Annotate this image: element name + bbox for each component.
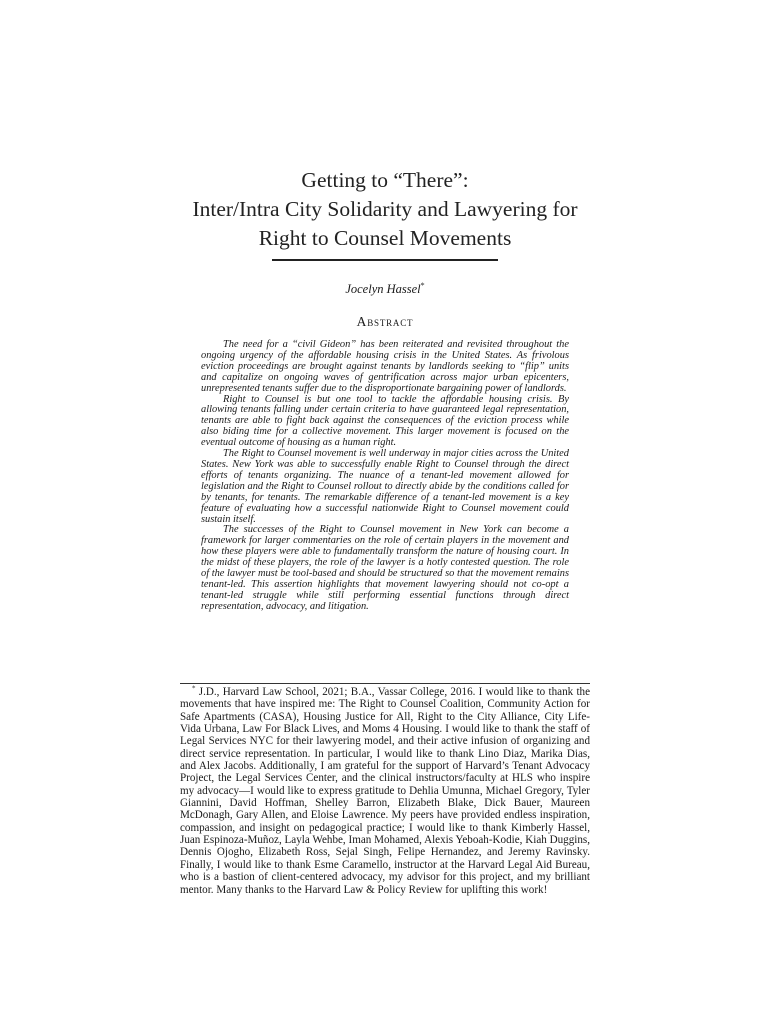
- author-footnote-mark: *: [420, 281, 425, 290]
- abstract-heading: Abstract: [356, 314, 414, 329]
- author-line: [150, 278, 620, 297]
- abstract-paragraph: Right to Counsel is but one tool to tackle the affordable housing crisis. By allowing tenants falling under certain criteria to have guaranteed legal representation, tenants are able to fight back against the consequences of the eviction process while also biding time for a collective movement. This larger movement is focused on the eventual outcome of housing as a human right.: [201, 393, 569, 449]
- abstract-paragraph: The need for a “civil Gideon” has been reiterated and revisited throughout the ongoing urgency of the affordable housing crisis in the United States. As frivolous eviction proceedings are brought against tenants by landlords seeking to “flip” units and capitalize on ongoing waves of gentrification across major urban epicenters, unrepresented tenants suffer due to the disproportionate bargaining power of landlords.: [201, 339, 569, 394]
- title-line-3: Right to Counsel Movements: [258, 226, 512, 250]
- title-line-1: Getting to “There”:: [301, 168, 469, 192]
- author-name: Jocelyn Hassel: [345, 282, 421, 297]
- abstract-paragraph: The Right to Counsel movement is well underway in major cities across the United States. New York was able to successfully enable Right to Counsel through the direct efforts of tenants organizing. The nuance of a tenant-led movement allowed for legislation and the Right to Counsel rollout to directly abide by the conditions called for by tenants, for tenants. The remarkable difference of a tenant-led movement is a key feature of evaluating how a successful nationwide Right to Counsel movement could sustain itself.: [201, 448, 569, 525]
- footnote-mark: *: [192, 684, 196, 693]
- footnote-divider: [180, 683, 590, 684]
- article-title: [150, 166, 620, 253]
- title-divider: [272, 259, 498, 261]
- title-line-2: Inter/Intra City Solidarity and Lawyering for: [192, 197, 578, 221]
- author-footnote: [180, 686, 590, 896]
- abstract-paragraph: The successes of the Right to Counsel movement in New York can become a framework for larger commentaries on the role of certain players in the movement and how these players were able to fundamentally transform the nature of housing court. In the midst of these players, the role of the lawyer is a hotly contested question. The role of the lawyer must be tool-based and should be structured so that the movement remains tenant-led. This assertion highlights that movement lawyering should not co-opt a tenant-led struggle while still performing essential functions through direct representation, advocacy, and litigation.: [201, 524, 569, 612]
- footnote-text: J.D., Harvard Law School, 2021; B.A., Vassar College, 2016. I would like to thank the movements that have inspired me: The Right to Counsel Coalition, Community Action for Safe Apartments (CASA), Housing Justice for All, Right to the City Alliance, City Life-Vida Urbana, Law For Black Lives, and Moms 4 Housing. I would like to thank the staff of Legal Services NYC for their lawyering model, and their active infusion of organizing and direct service representation. In particular, I would like to thank Lino Diaz, Marika Dias, and Alex Jacobs. Additionally, I am grateful for the support of Harvard’s Tenant Advocacy Project, the Legal Services Center, and the clinical instructors/faculty at HLS who inspire my advocacy—I would like to express gratitude to Dehlia Umunna, Michael Gregory, Tyler Giannini, David Hoffman, Shelley Barron, Elizabeth Blake, Dick Bauer, Maureen McDonagh, Gary Allen, and Eloise Lawrence. My peers have provided endless inspiration, compassion, and insight on pedagogical practice; I would like to thank Kimberly Hassel, Juan Espinoza-Muñoz, Layla Wehbe, Iman Mohamed, Alexis Yeboah-Kodie, Kiah Duggins, Dennis Ojogho, Elizabeth Ross, Sejal Singh, Felipe Hernandez, and Jeremy Ravinsky. Finally, I would like to thank Esme Caramello, instructor at the Harvard Legal Aid Bureau, who is a bastion of client-centered advocacy, my advisor for this project, and my brilliant mentor. Many thanks to the Harvard Law & Policy Review for uplifting this work!: [180, 686, 590, 896]
- abstract-body: [201, 340, 569, 613]
